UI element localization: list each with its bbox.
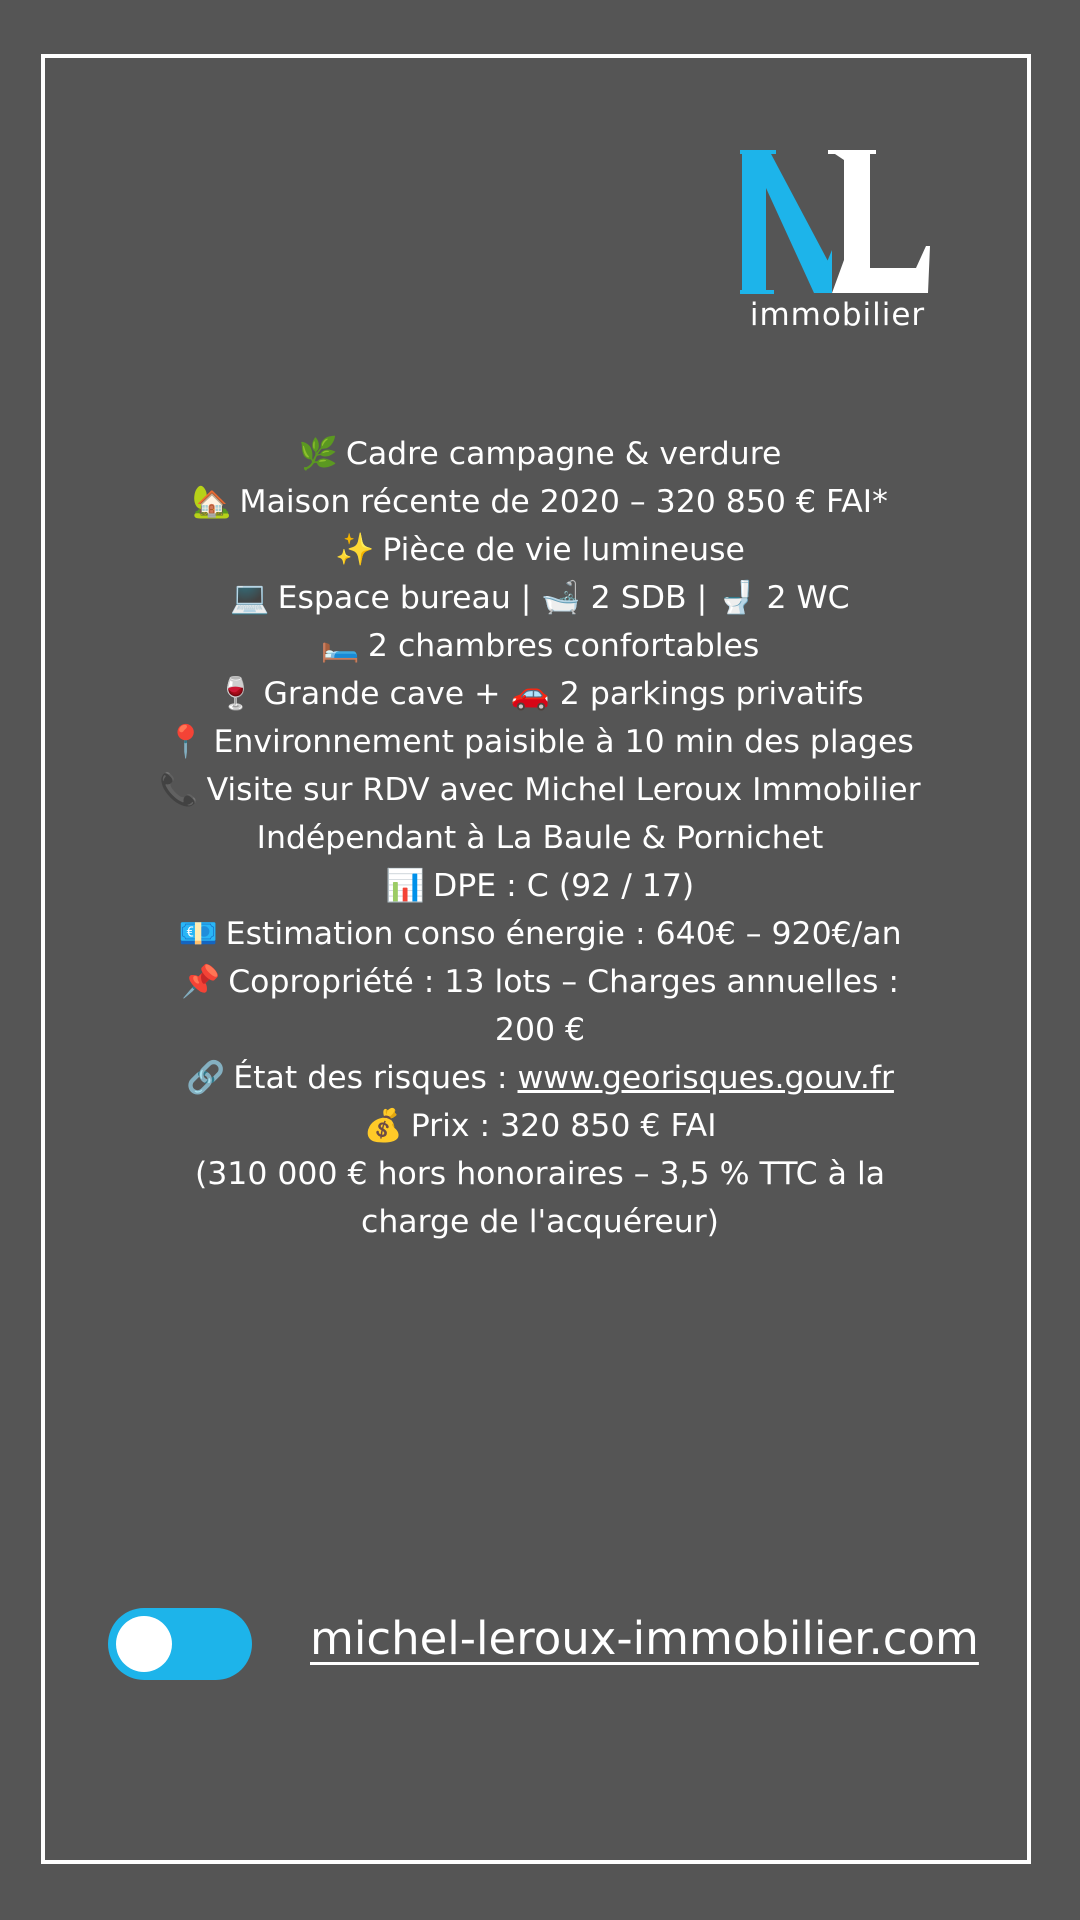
listing-line: 📌 Copropriété : 13 lots – Charges annuelles : 200 € (150, 958, 930, 1054)
georisques-link[interactable]: www.georisques.gouv.fr (517, 1060, 894, 1096)
bar-chart-icon: 📊 (385, 868, 426, 904)
listing-line: 💶 Estimation conso énergie : 640€ – 920€/an (150, 910, 930, 958)
listing-line: 🌿 Cadre campagne & verdure (150, 430, 930, 478)
listing-line: Indépendant à La Baule & Pornichet (256, 820, 824, 856)
money-bag-icon: 💰 (363, 1108, 403, 1144)
pushpin-icon: 📌 (180, 964, 221, 1000)
ml-logo-mark (740, 150, 935, 295)
website-link[interactable]: michel-leroux-immobilier.com (310, 1612, 979, 1665)
wine-glass-icon: 🍷 (216, 676, 256, 712)
fee-line: (310 000 € hors honoraires – 3,5 % TTC à la charge de l'acquéreur) (194, 1156, 886, 1240)
herb-icon: 🌿 (298, 436, 338, 472)
risk-line: 🔗 État des risques : www.georisques.gouv.fr (150, 1054, 930, 1102)
euro-banknote-icon: 💶 (178, 916, 218, 952)
listing-line: 📊 DPE : C (92 / 17) (150, 862, 930, 910)
listing-line: 💻 Espace bureau | 🛁 2 SDB | 🚽 2 WC (150, 574, 930, 622)
brand-logo (740, 150, 935, 340)
toggle-switch[interactable] (108, 1608, 252, 1680)
phone-icon: 📞 (159, 772, 199, 808)
listing-line: 🍷 Grande cave + 🚗 2 parkings privatifs (150, 670, 930, 718)
listing-description (150, 430, 930, 1246)
listing-line: 🏡 Maison récente de 2020 – 320 850 € FAI* (150, 478, 930, 526)
logo-wordmark: immobilier (749, 297, 926, 333)
listing-line: 🛏️ 2 chambres confortables (150, 622, 930, 670)
sparkles-icon: ✨ (335, 532, 375, 568)
listing-line: 📞 Visite sur RDV avec Michel Leroux Immobilier (150, 766, 930, 814)
laptop-icon: 💻 (230, 580, 270, 616)
price-line: 💰 Prix : 320 850 € FAI (150, 1102, 930, 1150)
bed-icon: 🛏️ (320, 628, 360, 664)
toggle-knob (116, 1616, 172, 1672)
house-icon: 🏡 (192, 484, 232, 520)
listing-line: 📍 Environnement paisible à 10 min des plages (150, 718, 930, 766)
listing-line: ✨ Pièce de vie lumineuse (150, 526, 930, 574)
pin-icon: 📍 (166, 724, 206, 760)
link-icon: 🔗 (186, 1060, 226, 1096)
